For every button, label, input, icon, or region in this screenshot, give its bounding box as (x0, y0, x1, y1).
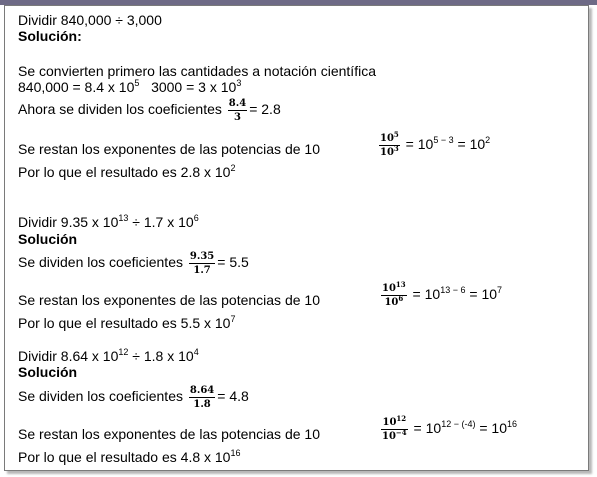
problem1-exponents-text: Se restan los exponentes de las potencias de 10 (18, 141, 320, 157)
problem3-title: Dividir 8.64 x $10^{12} \div 1.8$ x $10^4$ (18, 347, 199, 364)
problem2-coef-fraction: $\frac{9.35}{1.7}$ (189, 251, 215, 276)
problem3-coefficients: Se dividen los coeficientes $\frac{8.64}{1.8}$ = 4.8 (18, 385, 249, 410)
problem1-coefficients: Ahora se dividen los coeficientes $\frac{8.4}{3}$ = 2.8 (18, 98, 281, 123)
document-frame (4, 5, 589, 471)
problem3-exponent-equation: $\frac{10^{12}}{10^{-4}}$ = $10^{12 - (-4)} = 10^{16}$ (382, 414, 518, 442)
problem1-title (18, 12, 162, 28)
problem1-result: Por lo que el resultado es 2.8 x $10^2$ (18, 163, 236, 180)
problem2-coefficients: Se dividen los coeficientes $\frac{9.35}{1.7}$ = 5.5 (18, 251, 249, 276)
problem3-coef-fraction: $\frac{8.64}{1.8}$ (189, 385, 215, 410)
problem1-conversion: 840,000 = 8.4 x $10^5$ 3000 = 3 x $10^3$ (18, 78, 242, 95)
problem3-solution-label: Solución (18, 364, 78, 380)
problem3-exponents-text: Se restan los exponentes de las potencias de 10 (18, 426, 320, 442)
problem2-result: Por lo que el resultado es 5.5 x $10^7$ (18, 314, 236, 331)
problem1-coef-fraction: $\frac{8.4}{3}$ (228, 98, 247, 123)
problem1-title-text: Dividir 840,000 ÷ 3,000 (18, 12, 162, 28)
problem3-result: Por lo que el resultado es 4.8 x $10^{16}$ (18, 448, 241, 465)
problem1-exponent-equation: $\frac{10^5}{10^3}$ = $10^{5 - 3} = 10^2$ (380, 130, 491, 158)
problem1-step1: Se convierten primero las cantidades a notación científica (18, 63, 376, 79)
problem1-solution-label: Solución: (18, 28, 82, 44)
problem2-title: Dividir 9.35 x $10^{13} \div 1.7$ x $10^6$ (18, 213, 199, 230)
problem2-exponents-text: Se restan los exponentes de las potencias de 10 (18, 292, 320, 308)
problem2-exponent-equation: $\frac{10^{13}}{10^6}$ = $10^{13 - 6} = 10^7$ (382, 280, 503, 308)
problem2-solution-label: Solución (18, 231, 78, 247)
